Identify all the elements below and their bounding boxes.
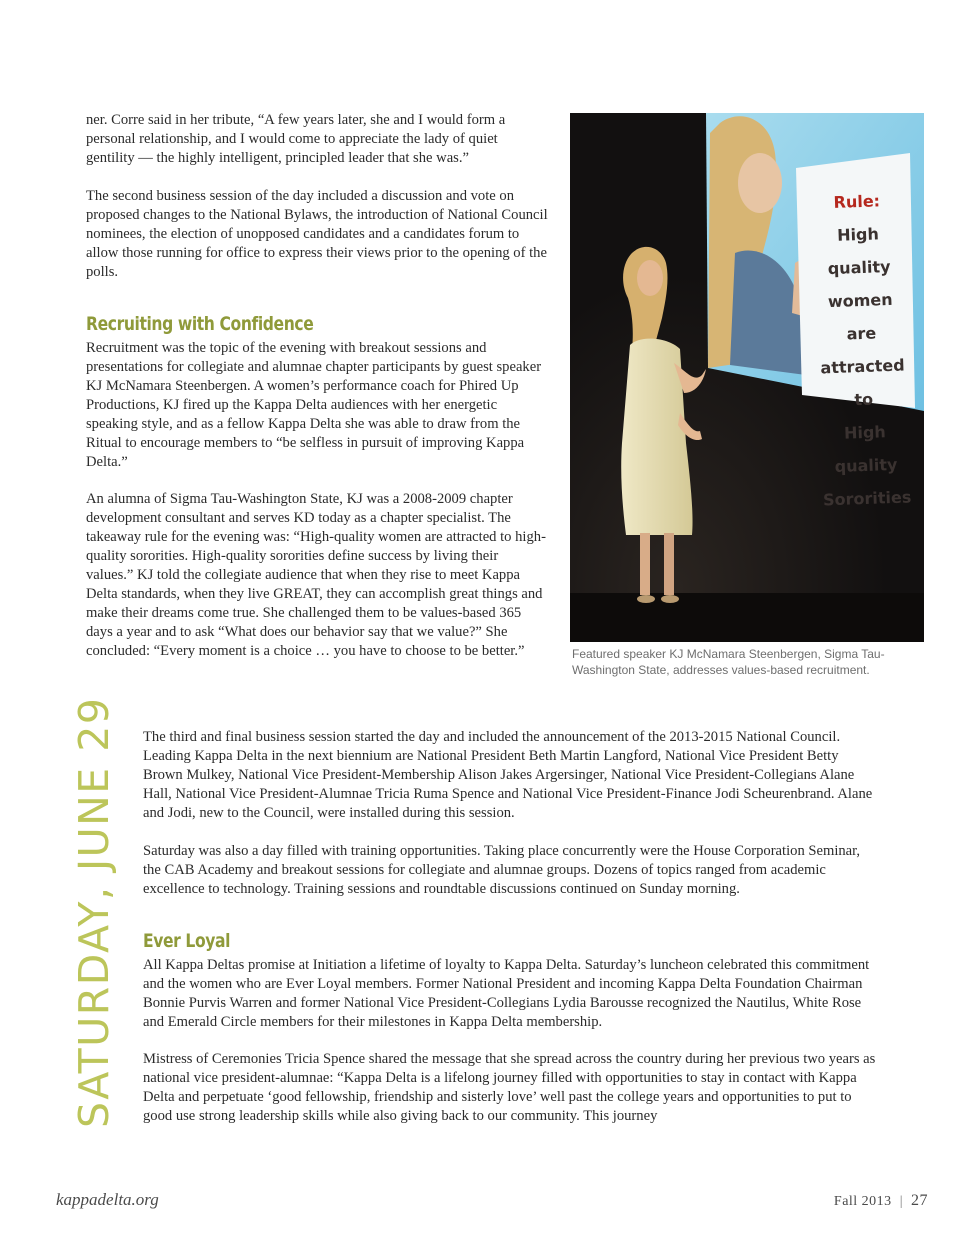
page-number: 27 (911, 1192, 928, 1209)
photo-caption: Featured speaker KJ McNamara Steenbergen, Sigma Tau-Washington State, addresses values-based recruitment. (572, 647, 885, 677)
slide-text (808, 183, 915, 516)
footer-site-link[interactable]: kappadelta.org (56, 1190, 159, 1209)
paragraph-ever-loyal: All Kappa Deltas promise at Initiation a lifetime of loyalty to Kappa Delta. Saturday’s luncheon celebrated this commitment and the women who are Ever Loyal members. Former National President and incoming Kappa Delta Foundation Chairman Bonnie Purvis Warren and former National Vice President-Collegians Lydia Barousse recognized the Nautilus, White Rose and Emerald Circle members for their milestones in Kappa Delta membership. (143, 957, 870, 1030)
paragraph-recruitment: Recruitment was the topic of the evening with breakout sessions and presentations for collegiate and alumnae chapter participants by guest speaker KJ McNamara Steenbergen. A women’s performance coach for Phired Up Productions, KJ fired up the Kappa Delta audiences with her energetic speaking style, and as a fellow Kappa Delta she was able to draw from the Ritual to encourage members to “be selfless in pursuit of improving Kappa Delta.” (86, 340, 542, 470)
paragraph-business-session: The second business session of the day included a discussion and vote on proposed changes to the National Bylaws, the introduction of National Council nominees, the election of unopposed candidates and a candidates forum to allow those running for office to express their views prior to the opening of the polls. (86, 188, 548, 280)
slide-line: women are (827, 289, 893, 344)
footer-issue-info (834, 1192, 928, 1210)
paragraph-final-session: The third and final business session started the day and included the announcement of the 2013-2015 National Council. Leading Kappa Delta in the next biennium are National President Beth Martin Langford, National Vice President Betty Brown Mulkey, National Vice President-Membership Alison Jakes Argersinger, National Vice President-Collegians Alane Hall, National Vice President-Alumnae Tricia Ruma Spence and National Vice President-Finance Jodi Scheurenbrand. Alane and Jodi, new to the Council, were installed during this session. (143, 729, 873, 821)
slide-line: High quality (834, 422, 898, 477)
paragraph-alumna: An alumna of Sigma Tau-Washington State, KJ was a 2008-2009 chapter development consultant and serves KD today as a chapter specialist. The takeaway rule for the evening was: “High-quality women are attracted to high-quality sororities. High-quality sororities define success by living their values.” KJ told the collegiate audience that when they rise to meet Kappa Delta standards, when they live GREAT, they can accomplish great things and make their dreams come true. She challenged them to be values-based 365 days a year and to ask “What does our behavior say that we value?” She concluded: “Every moment is a choice … you have to choose to be better.” (86, 491, 546, 659)
section-date-label: SATURDAY, JUNE 29 (70, 696, 118, 1128)
footer-separator: | (899, 1194, 903, 1209)
slide-line-rule: Rule: (833, 191, 881, 212)
paragraph-ceremonies: Mistress of Ceremonies Tricia Spence shared the message that she spread across the country during her previous two years as national vice president-alumnae: “Kappa Delta is a lifelong journey filled with opportunities to stay in contact with Kappa Delta and perpetuate ‘good fellowship, friendship and sisterly love’ well past the college years and opportunities to put to good use strong leadership skills while also giving back to our community. This journey (143, 1051, 876, 1124)
slide-line: Sororities (822, 487, 912, 510)
slide-line: High quality (827, 224, 891, 279)
paragraph-training: Saturday was also a day filled with training opportunities. Taking place concurrently were the House Corporation Seminar, the CAB Academy and breakout sessions for collegiate and alumnae groups. Dozens of topics ranged from academic excellence to technology. Training sessions and roundtable discussions continued on Sunday morning. (143, 843, 861, 897)
heading-recruiting: Recruiting with Confidence (86, 313, 314, 335)
heading-ever-loyal: Ever Loyal (143, 930, 231, 952)
speaker-photo (570, 113, 924, 642)
paragraph-tribute: ner. Corre said in her tribute, “A few years later, she and I would form a personal relationship, and I would come to appreciate the lady of quiet gentility — the highly intelligent, principled leader that she was.” (86, 112, 506, 166)
issue-label: Fall 2013 (833, 1194, 892, 1209)
slide-line: attracted to (820, 355, 905, 410)
